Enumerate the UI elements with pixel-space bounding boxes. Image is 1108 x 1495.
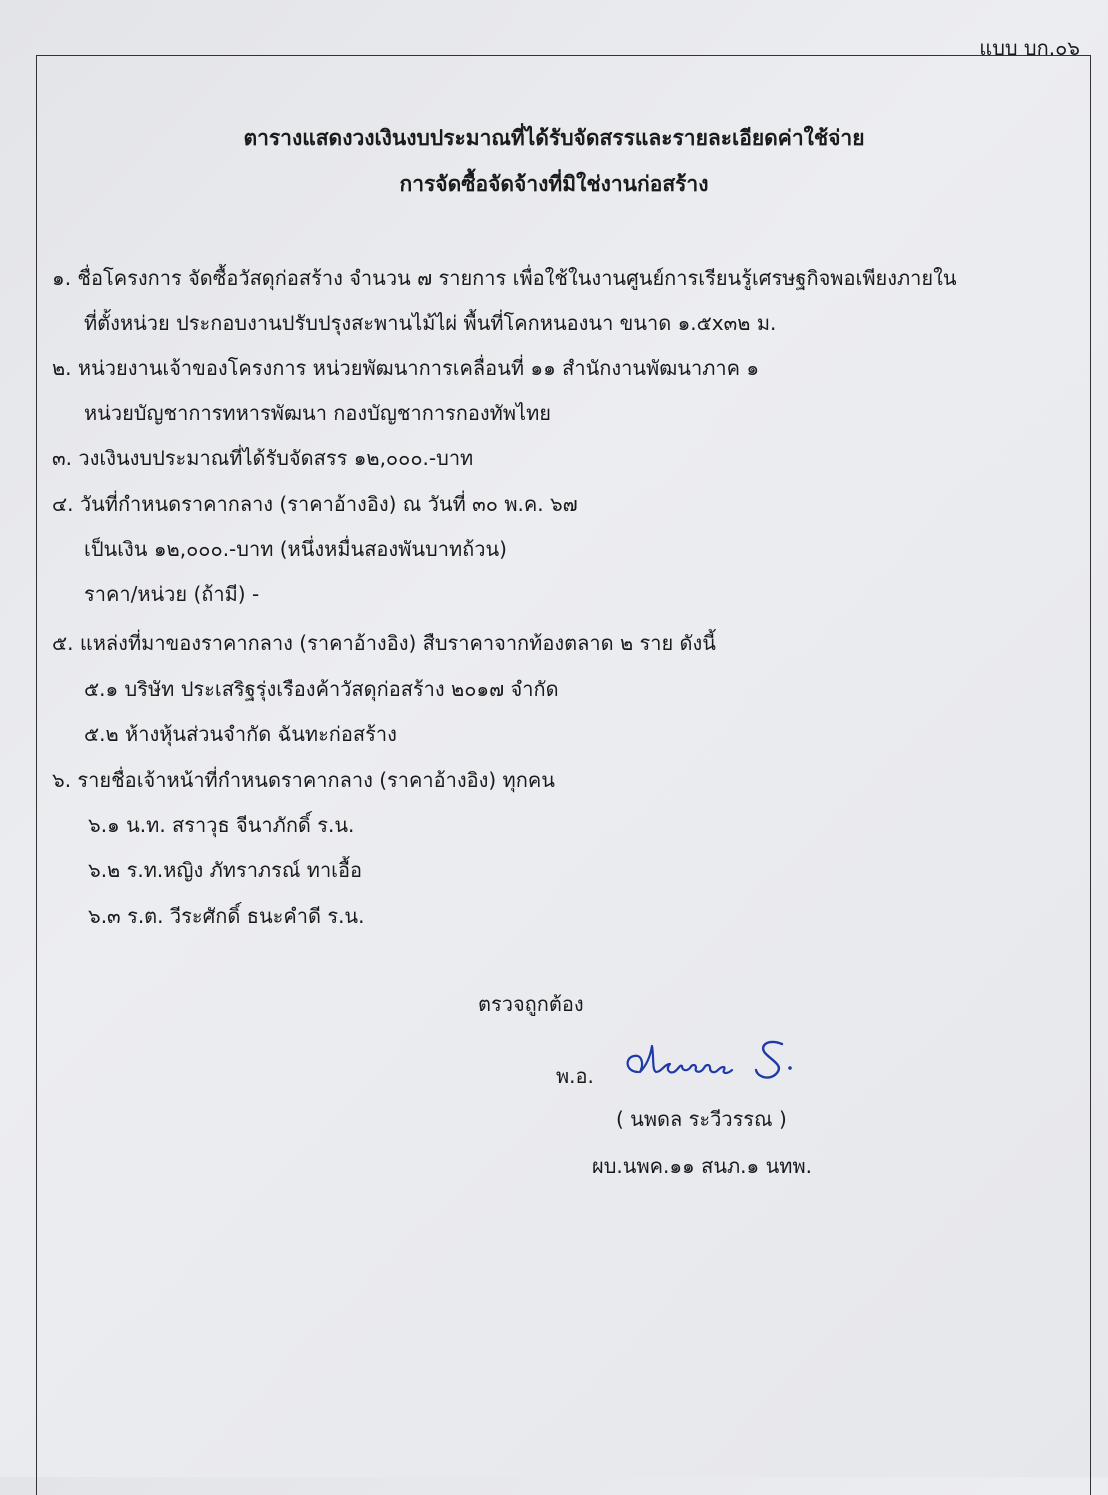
handwritten-signature [620,1036,795,1086]
item-5: ๕. แหล่งที่มาของราคากลาง (ราคาอ้างอิง) สืบราคาจากท้องตลาด ๒ ราย ดังนี้ [52,631,716,655]
signer-rank: พ.อ. [556,1064,594,1088]
item-3: ๓. วงเงินงบประมาณที่ได้รับจัดสรร ๑๒,๐๐๐.-บาท [52,446,474,470]
item-5-1: ๕.๑ บริษัท ประเสริฐรุ่งเรืองค้าวัสดุก่อสร้าง ๒๐๑๗ จำกัด [84,677,559,701]
item-1-line2: ที่ตั้งหน่วย ประกอบงานปรับปรุงสะพานไม้ไผ่ พื้นที่โคกหนองนา ขนาด ๑.๕x๓๒ ม. [84,311,777,335]
signer-name: ( นพดล ระวีวรรณ ) [616,1107,787,1131]
verified-label: ตรวจถูกต้อง [478,992,584,1016]
item-6-3: ๖.๓ ร.ต. วีระศักดิ์ ธนะคำดี ร.น. [88,904,365,928]
item-2-line2: หน่วยบัญชาการทหารพัฒนา กองบัญชาการกองทัพไทย [84,401,552,425]
item-2-line1: ๒. หน่วยงานเจ้าของโครงการ หน่วยพัฒนาการเคลื่อนที่ ๑๑ สำนักงานพัฒนาภาค ๑ [52,356,760,380]
item-1-line1: ๑. ชื่อโครงการ จัดซื้อวัสดุก่อสร้าง จำนวน ๗ รายการ เพื่อใช้ในงานศูนย์การเรียนรู้เศรษฐกิจพอเพียงภายใน [52,266,957,290]
item-4-line2: เป็นเงิน ๑๒,๐๐๐.-บาท (หนึ่งหมื่นสองพันบาทถ้วน) [84,537,507,561]
item-6: ๖. รายชื่อเจ้าหน้าที่กำหนดราคากลาง (ราคาอ้างอิง) ทุกคน [52,768,555,792]
form-code: แบบ บก.๐๖ [979,36,1080,60]
item-6-1: ๖.๑ น.ท. สราวุธ จีนาภักดิ์ ร.น. [88,813,355,837]
document-title-line1: ตารางแสดงวงเงินงบประมาณที่ได้รับจัดสรรและรายละเอียดค่าใช้จ่าย [243,126,865,150]
item-4-line1: ๔. วันที่กำหนดราคากลาง (ราคาอ้างอิง) ณ วันที่ ๓๐ พ.ค. ๖๗ [52,492,578,516]
signer-position: ผบ.นพค.๑๑ สนภ.๑ นทพ. [592,1154,812,1178]
item-4-line3: ราคา/หน่วย (ถ้ามี) - [84,582,260,606]
item-5-2: ๕.๒ ห้างหุ้นส่วนจำกัด ฉันทะก่อสร้าง [84,722,397,746]
document-title-line2: การจัดซื้อจัดจ้างที่มิใช่งานก่อสร้าง [399,172,709,196]
item-6-2: ๖.๒ ร.ท.หญิง ภัทราภรณ์ ทาเอื้อ [88,858,363,882]
